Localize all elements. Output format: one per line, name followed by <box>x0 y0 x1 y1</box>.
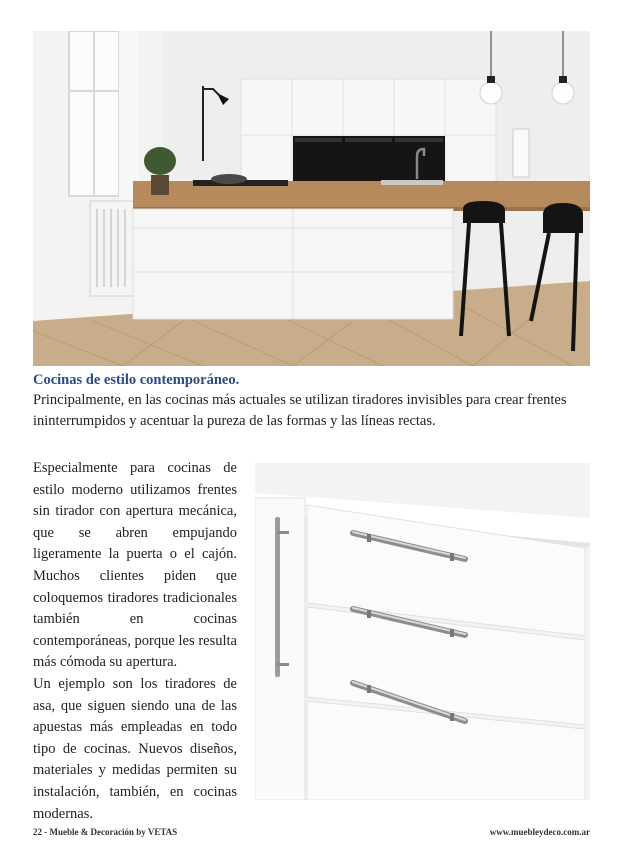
caption-title: Cocinas de estilo contemporáneo. <box>33 372 240 388</box>
footer-page-label: 22 - Mueble & Decoración by VETAS <box>33 827 178 837</box>
body-text <box>33 458 237 825</box>
footer-website: www.muebleydeco.com.ar <box>489 827 590 837</box>
drawer-handles-photo <box>255 463 590 800</box>
body-paragraph-2: Un ejemplo son los tiradores de asa, que siguen siendo una de las apuestas más empleadas en todo tipo de cocinas. Nuevos diseños, materiales y medidas permiten su instalación, también, en cocinas modernas. <box>33 675 237 822</box>
caption-text: Principalmente, en las cocinas más actuales se utilizan tiradores invisibles para crear frentes ininterrumpidos y acentuar la pureza de las formas y las líneas rectas. <box>33 392 567 429</box>
kitchen-photo <box>33 31 590 366</box>
body-paragraph-1: Especialmente para cocinas de estilo moderno utilizamos frentes sin tirador con apertura mecánica, que se abren empujando ligeramente la puerta o el cajón. Muchos clientes piden que coloquemos tiradores tradicionales también en cocinas contemporáneas, porque les resulta más cómoda su apertura. <box>33 460 237 671</box>
